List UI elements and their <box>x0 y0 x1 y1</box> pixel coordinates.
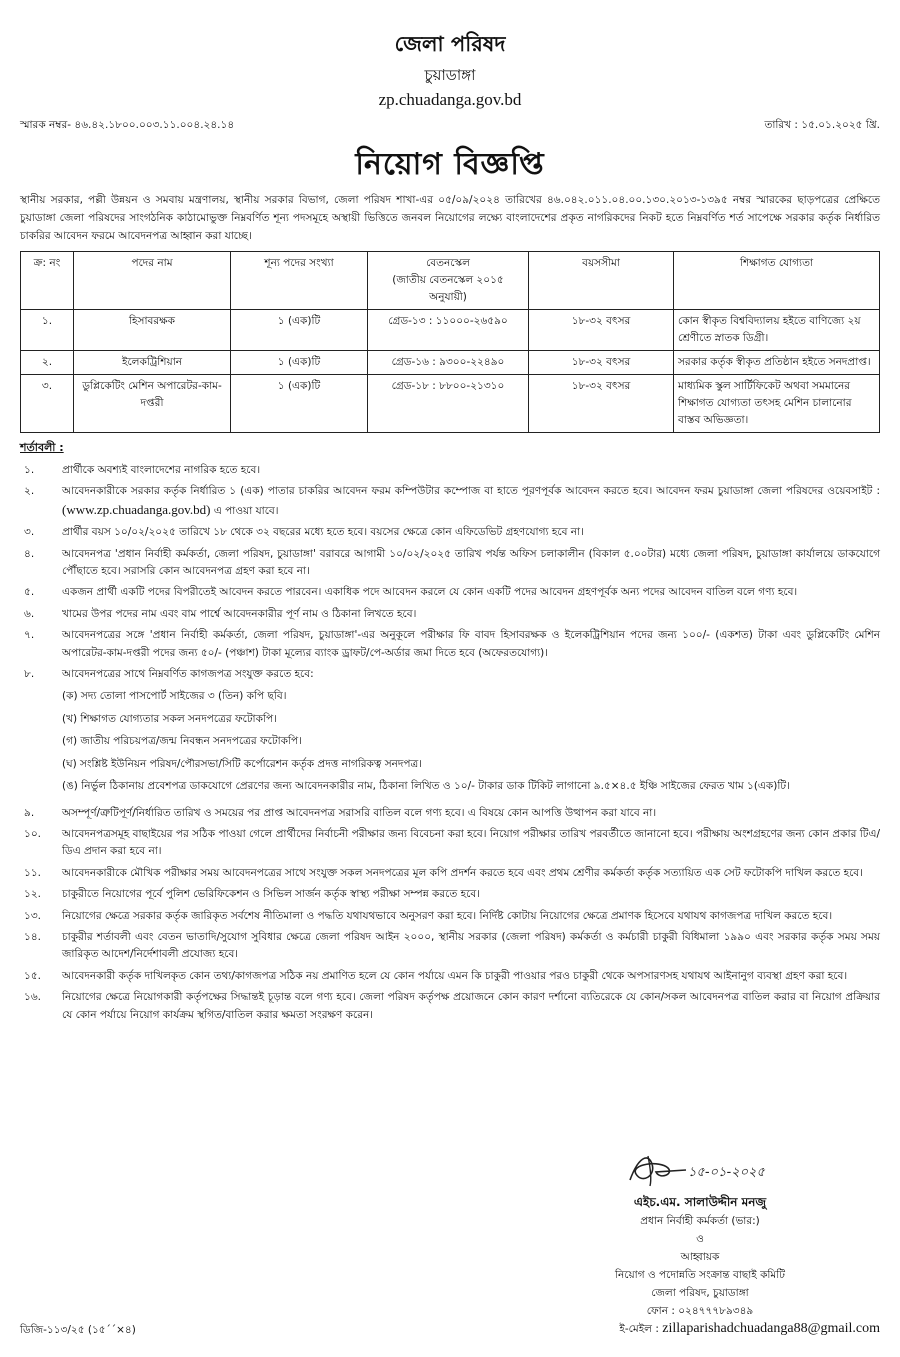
col-qualification: শিক্ষাগত যোগ্যতা <box>674 252 880 310</box>
condition-text: অসম্পূর্ণ/ত্রুটিপূর্ণ/নির্ধারিত তারিখ ও সময়ের পর প্রাপ্ত আবেদনপত্র সরাসরি বাতিল বলে গণ্য হবে। এ বিষয়ে কোন আপত্তি উত্থাপন করা যাবে না। <box>62 806 657 819</box>
cell-vacancy: ১ (এক)টি <box>231 375 368 433</box>
condition-text: আবেদনপত্রের সঙ্গে 'প্রধান নির্বাহী কর্মকর্তা, জেলা পরিষদ, চুয়াডাঙ্গা'-এর অনুকূলে পরীক্ষার ফি বাবদ হিসাবরক্ষক ও ইলেকট্রিশিয়ান পদের জন্য ১০০/- (একশত) টাকা এবং ডুপ্লিকেটিং মেশিন অপারেটর-কাম-দপ্তরী পদের জন্য ৫০/- (পঞ্চাশ) টাকা মূল্যের ব্যাংক ড্রাফট/পে-অর্ডার জমা দিতে হবে (অফেরতযোগ্য)। <box>62 629 880 659</box>
signature-block <box>520 1150 880 1320</box>
cell-post: ইলেকট্রিশিয়ান <box>74 351 231 375</box>
district-name: চুয়াডাঙ্গা <box>424 66 476 84</box>
condition-number: ৮. <box>24 668 35 681</box>
cell-pay: গ্রেড-১৬ : ৯৩০০-২২৪৯০ <box>368 351 529 375</box>
condition-number: ১১. <box>24 866 41 879</box>
condition-number: ৪. <box>24 547 35 560</box>
cell-post: ডুপ্লিকেটিং মেশিন অপারেটর-কাম-দপ্তরী <box>74 375 231 433</box>
condition-item <box>20 627 880 662</box>
document-item: (ক) সদ্য তোলা পাসপোর্ট সাইজের ৩ (তিন) কপি ছবি। <box>62 690 287 703</box>
col-age: বয়সসীমা <box>529 252 674 310</box>
condition-text: আবেদনকারীকে মৌখিক পরীক্ষার সময় আবেদনপত্রের সাথে সংযুক্ত সকল সনদপত্রের মূল কপি প্রদর্শন করতে হবে এবং প্রথম শ্রেণীর কর্মকর্তা কর্তৃক সত্যায়িত এক সেট ফটোকপি দাখিল করতে হবে। <box>62 866 863 879</box>
condition-number: ৩. <box>24 526 35 539</box>
condition-text: প্রার্থীকে অবশ্যই বাংলাদেশের নাগরিক হতে হবে। <box>62 464 261 476</box>
condition-item <box>20 929 880 964</box>
condition-item <box>20 989 880 1024</box>
table-row <box>21 310 880 351</box>
condition-text: আবেদনকারী কর্তৃক দাখিলকৃত কোন তথ্য/কাগজপত্র সঠিক নয় প্রমাণিত হলে যে কোন পর্যায়ে এমন কি চাকুরী পাওয়ার পরও চাকুরী থেকে অপসারণসহ যথাযথ আইনানুগ ব্যবস্থা গ্রহণ করা হবে। <box>62 969 848 982</box>
condition-item <box>20 606 880 623</box>
condition-item <box>20 483 880 520</box>
condition-text: নিয়োগের ক্ষেত্রে নিয়োগকারী কর্তৃপক্ষের সিদ্ধান্তই চূড়ান্ত বলে গণ্য হবে। জেলা পরিষদ কর্তৃপক্ষ প্রয়োজনে কোন কারণ দর্শানো ব্যতিরেকে যে কোন/সকল আবেদনপত্র বাতিল করার বা নিয়োগ প্রক্রিয়ার যে কোন পর্যায়ে নিয়োগ কার্যক্রম স্থগিত/বাতিল করার ক্ষমতা সংরক্ষণ করেন। <box>62 991 880 1021</box>
condition-text <box>62 483 880 520</box>
office-name: জেলা পরিষদ, চুয়াডাঙ্গা <box>651 1287 749 1299</box>
condition-item <box>20 462 880 479</box>
condition-text: নিয়োগের ক্ষেত্রে সরকার কর্তৃক জারিকৃত সর্বশেষ নীতিমালা ও পদ্ধতি যথাযথভাবে অনুসরণ করা হবে। নির্দিষ্ট কোটায় নিয়োগের ক্ষেত্রে প্রমাণক হিসেবে যথাযথ কাগজপত্র দাখিল করতে হবে। <box>62 909 833 922</box>
condition-text-part: আবেদনকারীকে সরকার কর্তৃক নির্ধারিত ১ (এক) পাতার চাকরির আবেদন ফরম কম্পিউটার কম্পোজ বা হাতে পূরণপূর্বক আবেদন করতে হবে। আবেদন ফরম চুয়াডাঙ্গা জেলা পরিষদের ওয়েবসাইট : <box>62 485 880 498</box>
condition-text-part: এ পাওয়া যাবে। <box>213 504 279 517</box>
cell-pay: গ্রেড-১৮ : ৮৮০০-২১৩১০ <box>368 375 529 433</box>
vacancy-table <box>20 251 880 433</box>
condition-item <box>20 666 880 800</box>
condition-item <box>20 584 880 601</box>
col-pay-line2: (জাতীয় বেতনস্কেল ২০১৫ অনুযায়ী) <box>392 274 504 303</box>
condition-item <box>20 908 880 925</box>
condition-lead: আবেদনপত্রের সাথে নিম্নবর্ণিত কাগজপত্র সংযুক্ত করতে হবে: <box>62 668 314 681</box>
condition-text: চাকুরীর শর্তাবলী এবং বেতন ভাতাদি/সুযোগ সুবিধার ক্ষেত্রে জেলা পরিষদ আইন ২০০০, স্থানীয় সরকার (জেলা পরিষদ) কর্মকর্তা ও কর্মচারী চাকুরী বিধিমালা ১৯৯০ এবং সরকার কর্তৃক সময় সময় জারিকৃত আদেশ/নির্দেশাবলী প্রযোজ্য হবে। <box>62 930 880 961</box>
conditions-heading: শর্তাবলী : <box>20 441 64 454</box>
signatory-role: আহ্বায়ক <box>680 1251 720 1263</box>
letterhead <box>0 0 900 112</box>
cell-qualification: সরকার কর্তৃক স্বীকৃত প্রতিষ্ঠান হইতে সনদপ্রাপ্ত। <box>674 351 880 375</box>
print-code: ডিজি-১১৩/২৫ (১৫´´×৪) <box>20 1324 136 1336</box>
cell-vacancy: ১ (এক)টি <box>231 351 368 375</box>
committee-name: নিয়োগ ও পদোন্নতি সংক্রান্ত বাছাই কমিটি <box>615 1269 785 1281</box>
col-serial: ক্র: নং <box>21 252 74 310</box>
cell-age: ১৮-৩২ বৎসর <box>529 375 674 433</box>
condition-item <box>20 865 880 882</box>
document-item: (গ) জাতীয় পরিচয়পত্র/জন্ম নিবন্ধন সনদপত্রের ফটোকপি। <box>62 735 302 748</box>
condition-number: ৫. <box>24 586 35 599</box>
table-row <box>21 351 880 375</box>
website: zp.chuadanga.gov.bd <box>378 90 522 109</box>
condition-text: খামের উপর পদের নাম এবং বাম পার্শ্বে আবেদনকারীর পূর্ণ নাম ও ঠিকানা লিখতে হবে। <box>62 607 417 620</box>
condition-text: একজন প্রার্থী একটি পদের বিপরীতেই আবেদন করতে পারবেন। একাধিক পদে আবেদন করলে যে কোন একটি পদের আবেদন গ্রহণপূর্বক অন্য পদের আবেদন বাতিল বলে গণ্য হবে। <box>62 586 798 599</box>
condition-number: ১২. <box>24 888 41 901</box>
col-post: পদের নাম <box>74 252 231 310</box>
cell-age: ১৮-৩২ বৎসর <box>529 351 674 375</box>
col-pay-line1: বেতনস্কেল <box>426 257 470 269</box>
condition-text: আবেদনপত্র 'প্রধান নির্বাহী কর্মকর্তা, জেলা পরিষদ, চুয়াডাঙ্গা' বরাবরে আগামী ১০/০২/২০২৫ তারিখ পর্যন্ত অফিস চলাকালীন (বিকাল ৫.০০টার) মধ্যে জেলা পরিষদ, চুয়াডাঙ্গা কার্যালয়ে ডাকযোগে পৌঁছাতে হবে। সরাসরি কোন আবেদনপত্র গ্রহণ করা হবে না। <box>62 547 880 578</box>
condition-item <box>20 524 880 541</box>
cell-serial: ২. <box>21 351 74 375</box>
org-name: জেলা পরিষদ <box>394 32 506 56</box>
handwritten-signature <box>520 1150 880 1188</box>
condition-item <box>20 886 880 903</box>
memo-date: তারিখ : ১৫.০১.২০২৫ খ্রি. <box>764 119 880 131</box>
condition-item <box>20 805 880 822</box>
condition-item <box>20 546 880 581</box>
table-header-row <box>21 252 880 310</box>
email-address[interactable]: zillaparishadchuadanga88@gmail.com <box>662 1321 880 1336</box>
col-vacancy: শূন্য পদের সংখ্যা <box>231 252 368 310</box>
memo-number: স্মারক নম্বর- ৪৬.৪২.১৮০০.০০৩.১১.০০৪.২৪.১৪ <box>20 119 235 131</box>
condition-number: ২. <box>24 485 35 498</box>
signature-date: ১৫-০১-২০২৫ <box>688 1165 765 1180</box>
memo-line <box>0 118 900 135</box>
cell-pay: গ্রেড-১৩ : ১১০০০-২৬৫৯০ <box>368 310 529 351</box>
condition-number: ১৩. <box>24 909 41 922</box>
cell-serial: ৩. <box>21 375 74 433</box>
notice-title: নিয়োগ বিজ্ঞপ্তি <box>355 147 545 182</box>
cell-serial: ১. <box>21 310 74 351</box>
signatory-name: এইচ.এম. সালাউদ্দীন মনজু <box>633 1195 767 1209</box>
email-label: ই-মেইল : <box>619 1323 659 1335</box>
document-item: (ঙ) নির্ভুল ঠিকানায় প্রবেশপত্র ডাকযোগে প্রেরণের জন্য আবেদনকারীর নাম, ঠিকানা লিখিত ও ১০/- টাকার ডাক টিকিট লাগানো ৯.৫×৪.৫ ইঞ্চি সাইজের ফেরত খাম ১(এক)টি। <box>62 780 790 793</box>
condition-item <box>20 968 880 985</box>
cell-qualification: মাধ্যমিক স্কুল সার্টিফিকেট অথবা সমমানের শিক্ষাগত যোগ্যতা তৎসহ মেশিন চালানোর বাস্তব অভিজ্ঞতা। <box>674 375 880 433</box>
signatory-and: ও <box>696 1233 704 1245</box>
email-line <box>619 1321 880 1339</box>
intro-paragraph: স্থানীয় সরকার, পল্লী উন্নয়ন ও সমবায় মন্ত্রণালয়, স্থানীয় সরকার বিভাগ, জেলা পরিষদ শাখা-এর ০৫/০৯/২০২৪ তারিখের ৪৬.০৪২.০১১.০৪.০০.১৩০.২০১৩-১৩৯৫ নম্বর স্মারকের ছাড়পত্রের প্রেক্ষিতে চুয়াডাঙ্গা জেলা পরিষদের সাংগঠনিক কাঠামোভুক্ত নিম্নবর্ণিত শূন্য পদসমূহে অস্থায়ী ভিত্তিতে জনবল নিয়োগের লক্ষ্যে বাংলাদেশের প্রকৃত নাগরিকদের নিকট হতে নিম্নবর্ণিত শর্ত সাপেক্ষে সরকার কর্তৃক নির্ধারিত চাকরির আবেদন ফরমে আবেদনপত্র আহ্বান করা যাচ্ছে। <box>20 194 880 242</box>
table-row <box>21 375 880 433</box>
office-phone: ফোন : ০২৪৭৭৭৮৯৩৪৯ <box>646 1305 754 1317</box>
document-item: (ঘ) সংশ্লিষ্ট ইউনিয়ন পরিষদ/পৌরসভা/সিটি কর্পোরেশন কর্তৃক প্রদত্ত নাগরিকত্ব সনদপত্র। <box>62 757 423 770</box>
signature-scribble <box>590 1150 810 1188</box>
condition-number: ১৪. <box>24 930 41 943</box>
condition-number: ৭. <box>24 629 35 642</box>
condition-number: ৯. <box>24 806 35 819</box>
website-link[interactable]: (www.zp.chuadanga.gov.bd) <box>62 501 211 517</box>
condition-text: আবেদনপত্রসমূহ বাছাইয়ের পর সঠিক পাওয়া গেলে প্রার্থীদের নির্বাচনী পরীক্ষার জন্য বিবেচনা করা হবে। নিয়োগ পরীক্ষার তারিখ পরবর্তীতে জানানো হবে। পরীক্ষায় অংশগ্রহণের জন্য কোন প্রকার টিএ/ডিএ প্রদান করা হবে না। <box>62 827 880 858</box>
cell-age: ১৮-৩২ বৎসর <box>529 310 674 351</box>
document-item: (খ) শিক্ষাগত যোগ্যতার সকল সনদপত্রের ফটোকপি। <box>62 712 277 725</box>
condition-text: চাকুরীতে নিয়োগের পূর্বে পুলিশ ভেরিফিকেশন ও সিভিল সার্জন কর্তৃক স্বাস্থ্য পরীক্ষা সম্পন্ন করতে হবে। <box>62 888 480 901</box>
condition-number: ১৫. <box>24 969 41 982</box>
condition-number: ১৬. <box>24 991 41 1004</box>
condition-text <box>62 666 880 800</box>
condition-text: প্রার্থীর বয়স ১০/০২/২০২৫ তারিখে ১৮ থেকে ৩২ বছরের মধ্যে হতে হবে। বয়সের ক্ষেত্রে কোন এফিডেভিট গ্রহণযোগ্য হবে না। <box>62 526 584 539</box>
col-pay <box>368 252 529 310</box>
cell-vacancy: ১ (এক)টি <box>231 310 368 351</box>
condition-number: ৬. <box>24 607 35 620</box>
cell-post: হিসাবরক্ষক <box>74 310 231 351</box>
condition-number: ১০. <box>24 827 41 840</box>
cell-qualification: কোন স্বীকৃত বিশ্ববিদ্যালয় হইতে বাণিজ্যে ২য় শ্রেণীতে স্নাতক ডিগ্রী। <box>674 310 880 351</box>
condition-item <box>20 826 880 861</box>
signatory-designation: প্রধান নির্বাহী কর্মকর্তা (ভার:) <box>640 1215 760 1227</box>
conditions-list <box>20 462 880 1024</box>
condition-number: ১. <box>24 464 35 476</box>
